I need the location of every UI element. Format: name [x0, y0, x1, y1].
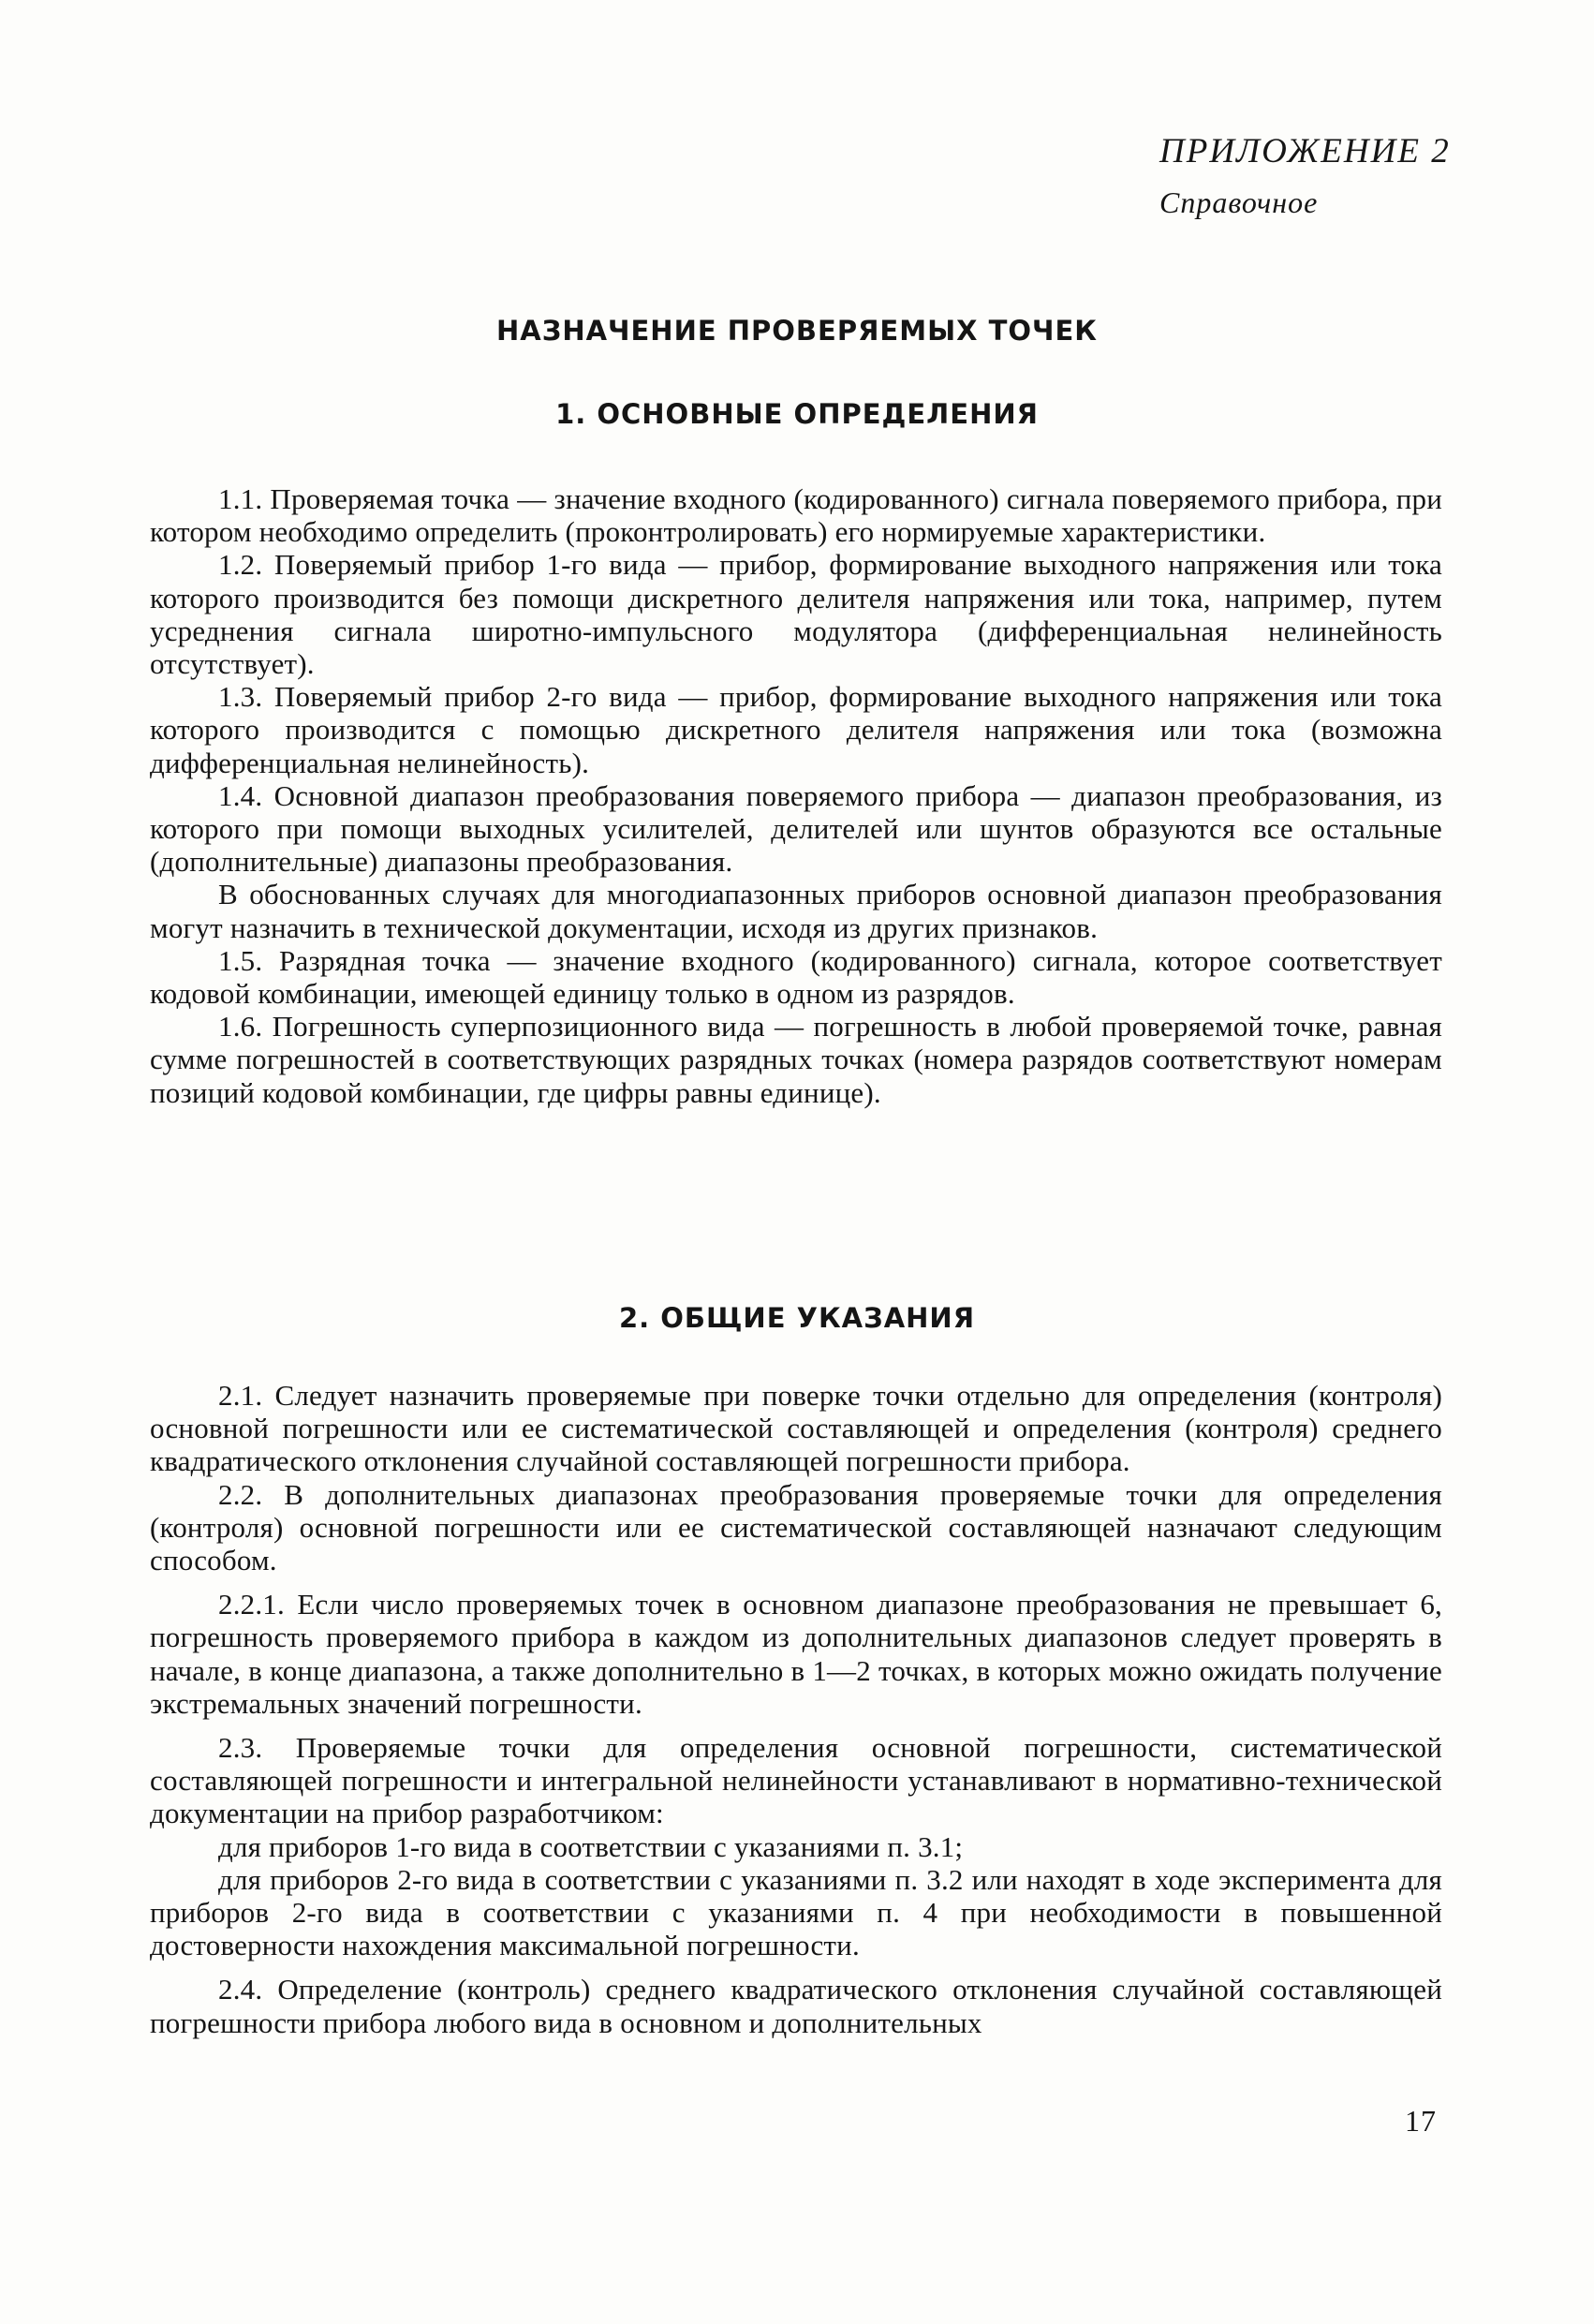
page-number: 17 [1405, 2104, 1437, 2138]
section-body [150, 482, 1442, 1109]
paragraph: 1.6. Погрешность суперпозиционного вида — погрешность в любой проверяемой точке, равная сумме погрешностей в соответствующих разрядных точках (номера разрядов соответствуют номерам позиций кодовой комбинации, где цифры равны единице). [150, 1010, 1442, 1109]
paragraph: 2.2. В дополнительных диапазонах преобразования проверяемые точки для определения (контроля) основной погрешности или ее систематической составляющей назначают следующим способом. [150, 1477, 1442, 1577]
section-body [150, 1379, 1442, 2039]
section-heading: 1. ОСНОВНЫЕ ОПРЕДЕЛЕНИЯ [555, 398, 1039, 430]
document-title: НАЗНАЧЕНИЕ ПРОВЕРЯЕМЫХ ТОЧЕК [496, 315, 1098, 347]
paragraph: В обоснованных случаях для многодиапазонных приборов основной диапазон преобразования могут назначить в технической документации, исходя из других признаков. [150, 878, 1442, 944]
paragraph: 2.2.1. Если число проверяемых точек в основном диапазоне преобразования не превышает 6, погрешность проверяемого прибора в каждом из дополнительных диапазонов следует проверять в начале, в конце диапазона, а также дополнительно в 1—2 точках, в которых можно ожидать получение экстремальных значений погрешности. [150, 1588, 1442, 1720]
paragraph: 2.3. Проверяемые точки для определения основной погрешности, систематической составляющей погрешности и интегральной нелинейности устанавливают в нормативно-технической документации на прибор разработчиком: [150, 1731, 1442, 1830]
paragraph: 1.3. Поверяемый прибор 2-го вида — прибор, формирование выходного напряжения или тока которого производится с помощью дискретного делителя напряжения или тока (возможна дифференциальная нелинейность). [150, 680, 1442, 779]
appendix-label: ПРИЛОЖЕНИЕ 2 [1159, 132, 1451, 170]
paragraph: 2.1. Следует назначить проверяемые при поверке точки отдельно для определения (контроля) основной погрешности или ее систематической составляющей и определения (контроля) среднего квадратического отклонения случайной составляющей погрешности прибора. [150, 1379, 1442, 1478]
paragraph: 1.4. Основной диапазон преобразования поверяемого прибора — диапазон преобразования, из которого при помощи выходных усилителей, делителей или шунтов образуются все остальные (дополнительные) диапазоны преобразования. [150, 778, 1442, 879]
paragraph: 1.2. Поверяемый прибор 1-го вида — прибор, формирование выходного напряжения или тока которого производится без помощи дискретного делителя напряжения или тока, например, путем усреднения сигнала широтно-импульсного модулятора (дифференциальная нелинейность отсутствует). [150, 548, 1442, 681]
paragraph: 2.4. Определение (контроль) среднего квадратического отклонения случайной составляющей погрешности прибора любого вида в основном и дополнительных [150, 1973, 1442, 2039]
paragraph: 1.5. Разрядная точка — значение входного (кодированного) сигнала, которое соответствует кодовой комбинации, имеющей единицу только в одном из разрядов. [150, 943, 1442, 1011]
paragraph: для приборов 1-го вида в соответствии с указаниями п. 3.1; [218, 1829, 964, 1863]
paragraph: для приборов 2-го вида в соответствии с указаниями п. 3.2 или находят в ходе эксперимента для приборов 2-го вида в соответствии с указаниями п. 4 при необходимости в повышенной достоверности нахождения максимальной погрешности. [150, 1862, 1442, 1962]
paragraph: 1.1. Проверяемая точка — значение входного (кодированного) сигнала поверяемого прибора, при котором необходимо определить (проконтролировать) его нормируемые характеристики. [150, 482, 1442, 549]
section-heading: 2. ОБЩИЕ УКАЗАНИЯ [618, 1302, 976, 1334]
appendix-type: Справочное [1159, 185, 1319, 219]
